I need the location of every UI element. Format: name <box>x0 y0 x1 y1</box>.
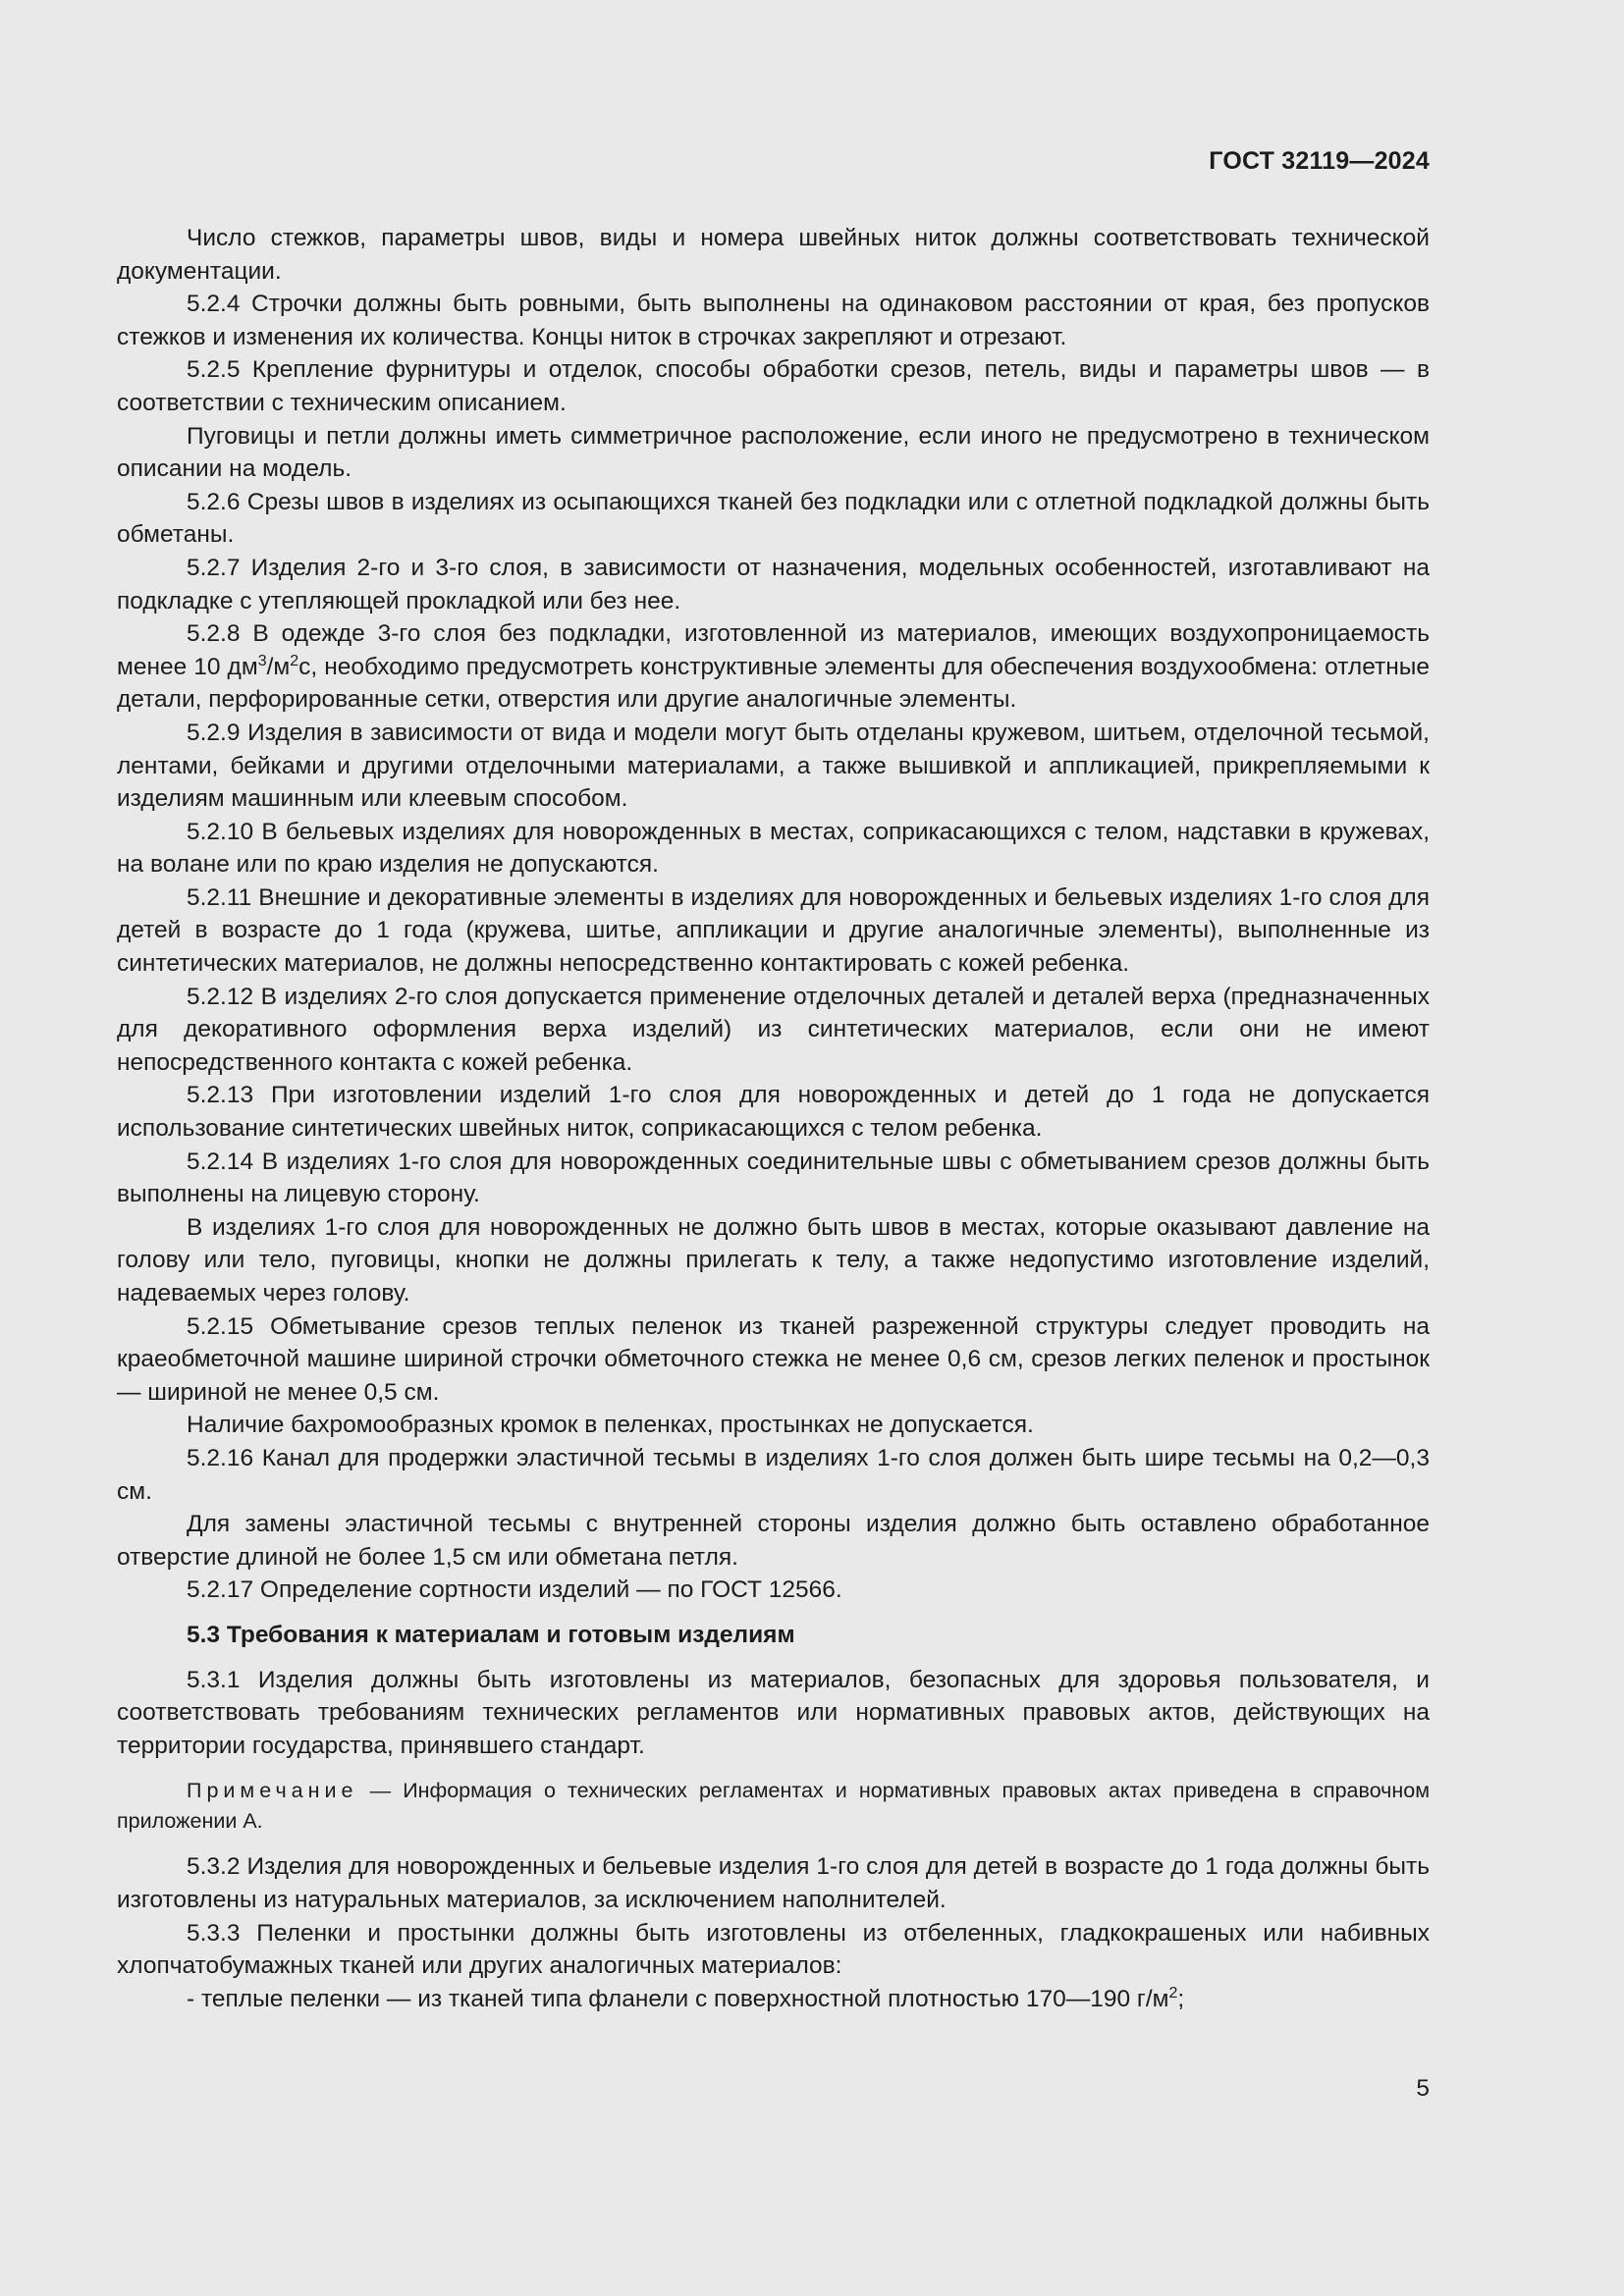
clause-5-2-16: 5.2.16 Канал для продержки эластичной тесьмы в изделиях 1-го слоя должен быть шире тесьмы на 0,2—0,3 см. <box>117 1444 1430 1505</box>
clause-5-2-8-text-start: 5.2.8 В одежде 3-го слоя без подкладки, изготовленной из материалов, имеющих воздухопроницаемость менее 10 дм <box>117 620 1430 680</box>
clause-5-2-4: 5.2.4 Строчки должны быть ровными, быть выполнены на одинаковом расстоянии от края, без пропусков стежков и изменения их количества. Концы ниток в строчках закрепляют и отрезают. <box>117 291 1430 350</box>
list-item-end: ; <box>1177 1985 1185 2012</box>
clause-5-3-1: 5.3.1 Изделия должны быть изготовлены из материалов, безопасных для здоровья пользователя, и соответствовать требованиям технических регламентов или нормативных правовых актов, действующих на территории государства, принявшего стандарт. <box>117 1666 1430 1759</box>
paragraph: Число стежков, параметры швов, виды и номера швейных ниток должны соответствовать технической документации. <box>117 225 1430 285</box>
document-body <box>117 222 1430 2015</box>
note-label: Примечание <box>187 1779 358 1803</box>
note <box>117 1776 1430 1837</box>
superscript: 3 <box>257 652 267 669</box>
clause-5-2-8-text-end: с, необходимо предусмотреть конструктивные элементы для обеспечения воздухообмена: отлетные детали, перфорированные сетки, отверстия или другие аналогичные элементы. <box>117 653 1430 714</box>
clause-5-2-8 <box>117 617 1430 717</box>
paragraph: В изделиях 1-го слоя для новорожденных не должно быть швов в местах, которые оказывают давление на голову или тело, пуговицы, кнопки не должны прилегать к телу, а также недопустимо изготовление изделий, надеваемых через голову. <box>117 1213 1430 1307</box>
clause-5-2-10: 5.2.10 В бельевых изделиях для новорожденных в местах, соприкасающихся с телом, надставки в кружевах, на волане или по краю изделия не допускаются. <box>117 818 1430 879</box>
paragraph: Пуговицы и петли должны иметь симметричное расположение, если иного не предусмотрено в техническом описании на модель. <box>117 422 1430 483</box>
document-code-header: ГОСТ 32119—2024 <box>1209 147 1430 175</box>
clause-5-2-6: 5.2.6 Срезы швов в изделиях из осыпающихся тканей без подкладки или с отлетной подкладкой должны быть обметаны. <box>117 488 1430 549</box>
list-item <box>117 1983 1430 2016</box>
clause-5-3-2: 5.3.2 Изделия для новорожденных и бельевые изделия 1-го слоя для детей в возрасте до 1 года должны быть изготовлены из натуральных материалов, за исключением наполнителей. <box>117 1853 1430 1913</box>
list-item-text: - теплые пеленки — из тканей типа фланели с поверхностной плотностью 170—190 г/м <box>187 1985 1169 2012</box>
clause-5-2-14: 5.2.14 В изделиях 1-го слоя для новорожденных соединительные швы с обметыванием срезов должны быть выполнены на лицевую сторону. <box>117 1148 1430 1208</box>
clause-5-2-9: 5.2.9 Изделия в зависимости от вида и модели могут быть отделаны кружевом, шитьем, отделочной тесьмой, лентами, бейками и другими отделочными материалами, а также вышивкой и аппликацией, прикрепляемыми к изделиям машинным или клеевым способом. <box>117 719 1430 813</box>
paragraph: Для замены эластичной тесьмы с внутренней стороны изделия должно быть оставлено обработанное отверстие длиной не более 1,5 см или обметана петля. <box>117 1511 1430 1571</box>
clause-5-2-12: 5.2.12 В изделиях 2-го слоя допускается применение отделочных деталей и деталей верха (предназначенных для декоративного оформления верха изделий) из синтетических материалов, если они не имеют непосредственного контакта с кожей ребенка. <box>117 983 1430 1076</box>
clause-5-2-5: 5.2.5 Крепление фурнитуры и отделок, способы обработки срезов, петель, виды и параметры швов — в соответствии с техническим описанием. <box>117 356 1430 416</box>
superscript: 2 <box>290 652 299 669</box>
clause-5-2-17: 5.2.17 Определение сортности изделий — по ГОСТ 12566. <box>187 1576 842 1604</box>
section-heading: 5.3 Требования к материалам и готовым изделиям <box>187 1621 795 1648</box>
clause-5-2-7: 5.2.7 Изделия 2-го и 3-го слоя, в зависимости от назначения, модельных особенностей, изготавливают на подкладке с утепляющей прокладкой или без нее. <box>117 554 1430 614</box>
superscript: 2 <box>1168 1984 1178 2002</box>
clause-5-3-3: 5.3.3 Пеленки и простынки должны быть изготовлены из отбеленных, гладкокрашеных или набивных хлопчатобумажных тканей или других аналогичных материалов: <box>117 1919 1430 1980</box>
paragraph: Наличие бахромообразных кромок в пеленках, простынках не допускается. <box>187 1412 1034 1439</box>
note-text: — Информация о технических регламентах и нормативных правовых актах приведена в справочном приложении А. <box>117 1779 1430 1834</box>
clause-5-2-11: 5.2.11 Внешние и декоративные элементы в изделиях для новорожденных и бельевых изделиях 1-го слоя для детей в возрасте до 1 года (кружева, шитье, аппликации и другие аналогичные элементы), выполненные из синтетических материалов, не должны непосредственно контактировать с кожей ребенка. <box>117 883 1430 978</box>
clause-5-2-15: 5.2.15 Обметывание срезов теплых пеленок из тканей разреженной структуры следует проводить на краеобметочной машине шириной строчки обметочного стежка не менее 0,6 см, срезов легких пеленок и простынок — шириной не менее 0,5 см. <box>117 1312 1430 1406</box>
clause-5-2-13: 5.2.13 При изготовлении изделий 1-го слоя для новорожденных и детей до 1 года не допускается использование синтетических швейных ниток, соприкасающихся с телом ребенка. <box>117 1082 1430 1143</box>
unit-text: /м <box>266 653 291 680</box>
page-number: 5 <box>1416 2075 1430 2102</box>
